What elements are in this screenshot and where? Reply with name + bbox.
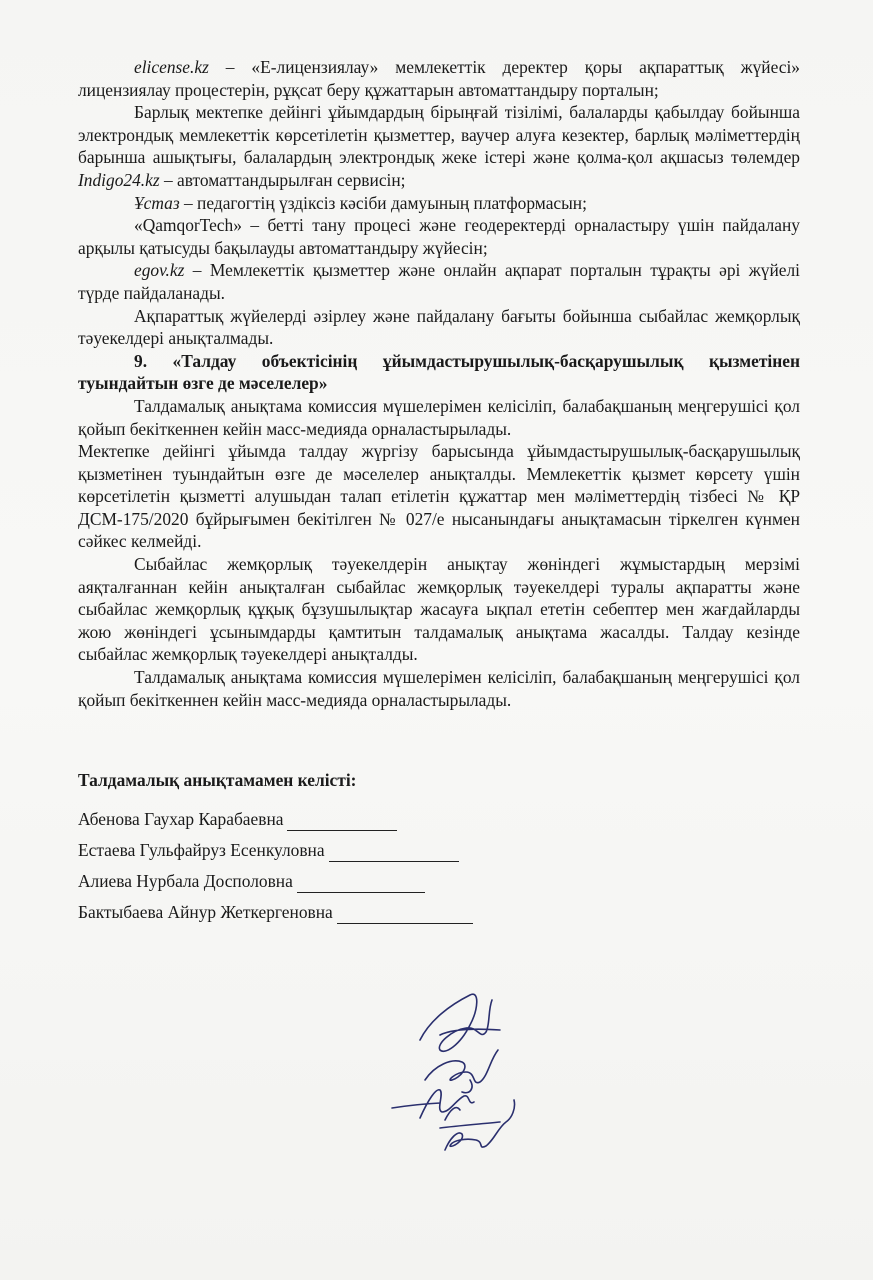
paragraph-text: – Мемлекеттік қызметтер және онлайн ақпарат порталын тұрақты әрі жүйелі түрде пайдаланады.: [78, 260, 800, 303]
signature-mark-2: [425, 1050, 498, 1093]
signature-line: [287, 810, 397, 831]
paragraph-text: Барлық мектепке дейінгі ұйымдардың бірыңғай тізілімі, балаларды қабылдау бойынша электрондық мемлекеттік көрсетілетін қызметтер, ваучер алуға кезектер, барлық мәліметтердің барынша ашықтығы, балалардың электрондық жеке істері және қолма-қол ақшасыз төлемдер: [78, 102, 800, 168]
signer-row: [78, 893, 800, 924]
signature-mark-4: [440, 1100, 515, 1150]
paragraph-text: Мектепке дейінгі ұйымда талдау жүргізу барысында ұйымдастырушылық-басқарушылық қызметінен туындайтын өзге де мәселелер анықталды. Мемлекеттік қызмет көрсету үшін көрсетілетін қызметті алушыдан талап етілетін құжаттар мен мәліметтердің тізбесі № ҚР ДСМ-175/2020 бұйрығымен бекітілген № 027/е нысанындағы анықтамасын тіркелген күнмен сәйкес келмейді.: [78, 441, 800, 552]
paragraph-p11: [78, 666, 800, 711]
signature-line: [337, 903, 473, 924]
paragraph-p1: [78, 56, 800, 101]
signer-name: Абенова Гаухар Карабаевна: [78, 809, 284, 830]
paragraph-text: 9. «Талдау объектісінің ұйымдастырушылық-басқарушылық қызметінен туындайтын өзге де мәселелер»: [78, 350, 800, 394]
signature-title: Талдамалық анықтамамен келісті:: [78, 770, 357, 791]
paragraph-text: – педагогтің үздіксіз кәсіби дамуының платформасын;: [179, 192, 587, 213]
spacer: [78, 711, 800, 769]
signer-row: [78, 800, 800, 831]
signer-name: Естаева Гульфайруз Есенкуловна: [78, 840, 325, 861]
paragraph-text: Ақпараттық жүйелерді әзірлеу және пайдалану бағыты бойынша сыбайлас жемқорлық тәуекелдері анықталмады.: [78, 305, 800, 349]
italic-term: egov.kz: [134, 260, 185, 281]
paragraph-p6: [78, 305, 800, 350]
signature-line: [297, 872, 425, 893]
italic-term: Indigo24.kz: [78, 169, 160, 190]
paragraph-p3: [78, 192, 800, 215]
italic-term: elicense.kz: [134, 57, 209, 77]
paragraph-p8: [78, 395, 800, 440]
paragraph-p4: [78, 214, 800, 259]
signature-line: [329, 841, 459, 862]
signer-name: Алиева Нурбала Досполовна: [78, 871, 293, 892]
signer-row: [78, 862, 800, 893]
paragraph-text: Сыбайлас жемқорлық тәуекелдерін анықтау жөніндегі жұмыстардың мерзімі аяқталғаннан кейін анықталған сыбайлас жемқорлық тәуекелдері туралы ақпаратты және сыбайлас жемқорлық құқық бұзушылықтар жасауға ықпал ететін себептер мен жағдайларды жою жөніндегі ұсынымдарды қамтитын талдамалық анықтама жасалды. Талдау кезінде сыбайлас жемқорлық тәуекелдері анықталды.: [78, 554, 800, 665]
paragraphs: [78, 56, 800, 711]
document-body: [78, 56, 800, 924]
paragraph-p2: [78, 101, 800, 191]
signature-mark-1: [420, 994, 500, 1051]
signer-row: [78, 831, 800, 862]
paragraph-text: Талдамалық анықтама комиссия мүшелерімен келісіліп, балабақшаның меңгерушісі қол қойып бекіткеннен кейін масс-медияда орналастырылады.: [78, 667, 800, 710]
paragraph-text: – «Е-лицензиялау» мемлекеттік деректер қоры ақпараттық жүйесі» лицензиялау процестерін, рұқсат беру құжаттарын автоматтандыру порталын;: [78, 57, 800, 100]
signature-block: [78, 769, 800, 924]
paragraph-p10: [78, 553, 800, 666]
paragraph-text: «QamqorTech» – бетті тану процесі және геодеректерді орналастыру үшін пайдалану арқылы қатысуды бақылауды автоматтандыру жүйесін;: [78, 215, 800, 258]
signature-mark-3: [392, 1090, 474, 1120]
paragraph-p5: [78, 259, 800, 304]
paragraph-text: Талдамалық анықтама комиссия мүшелерімен келісіліп, балабақшаның меңгерушісі қол қойып бекіткеннен кейін масс-медияда орналастырылады.: [78, 395, 800, 439]
paragraph-p7: [78, 350, 800, 395]
paragraph-text: – автоматтандырылған сервисін;: [159, 169, 406, 190]
signer-name: Бактыбаева Айнур Жеткергеновна: [78, 902, 333, 923]
italic-term: Ұстаз: [134, 192, 180, 213]
paragraph-p9: [78, 440, 800, 553]
